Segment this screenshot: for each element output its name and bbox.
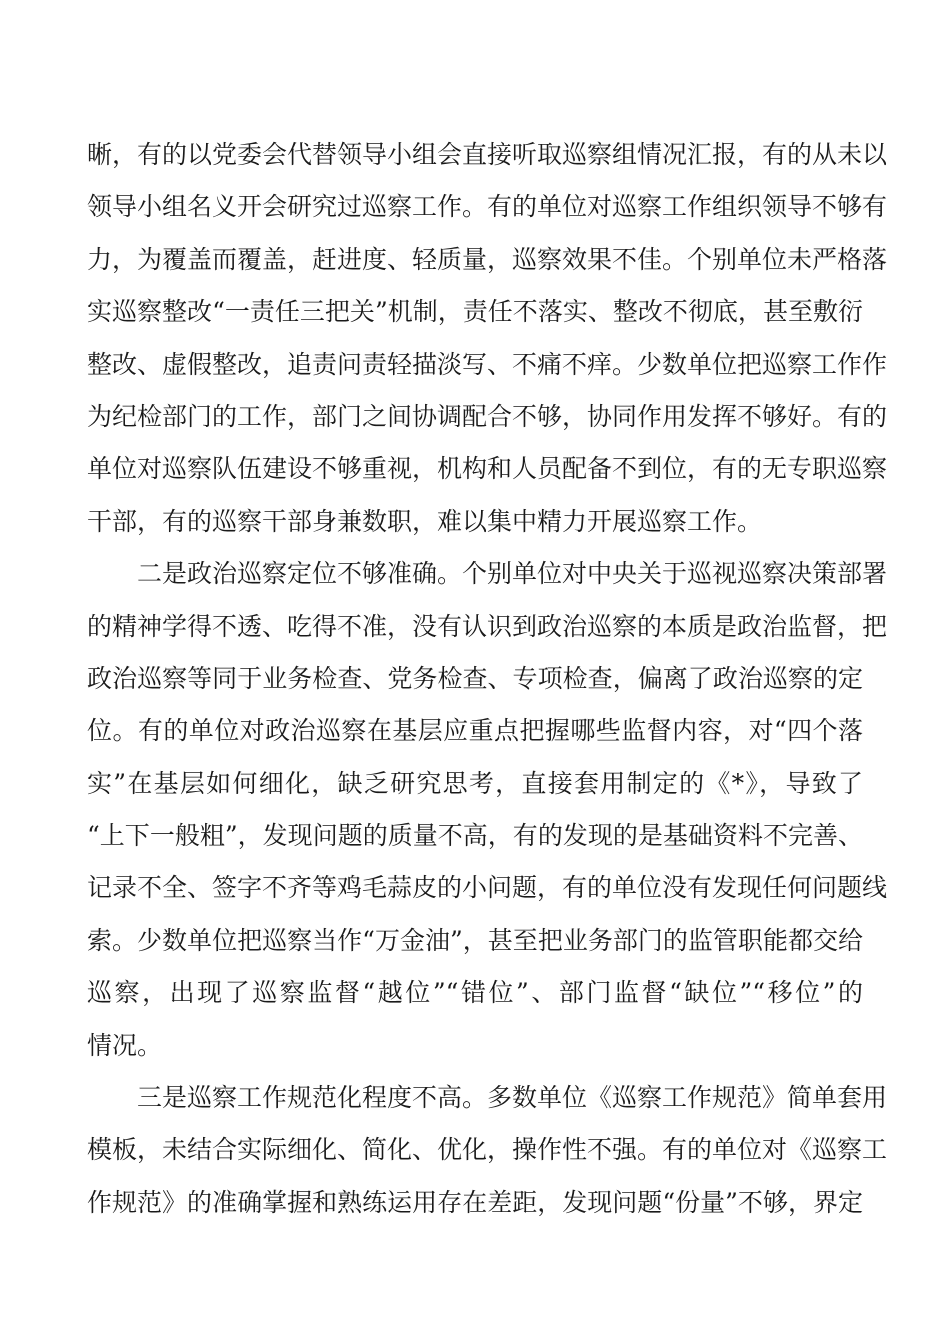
text-line: 领导小组名义开会研究过巡察工作。有的单位对巡察工作组织领导不够有 [87, 192, 888, 222]
text-line: 索。少数单位把巡察当作“万金油”，甚至把业务部门的监管职能都交给 [87, 925, 863, 955]
text-line: 二是政治巡察定位不够准确。个别单位对中央关于巡视巡察决策部署 [137, 559, 888, 589]
text-line: 力，为覆盖而覆盖，赶进度、轻质量，巡察效果不佳。个别单位未严格落 [87, 244, 888, 274]
text-line: 记录不全、签字不齐等鸡毛蒜皮的小问题，有的单位没有发现任何问题线 [87, 873, 888, 903]
text-line: 位。有的单位对政治巡察在基层应重点把握哪些监督内容，对“四个落 [87, 716, 863, 746]
text-line: 巡察，出现了巡察监督“越位”“错位”、部门监督“缺位”“移位”的 [87, 978, 863, 1008]
text-line: 单位对巡察队伍建设不够重视，机构和人员配备不到位，有的无专职巡察 [87, 454, 888, 484]
text-line: 情况。 [87, 1030, 163, 1060]
paragraph-1 [87, 129, 888, 548]
text-line: 三是巡察工作规范化程度不高。多数单位《巡察工作规范》简单套用 [137, 1083, 888, 1113]
text-line: 整改、虚假整改，追责问责轻描淡写、不痛不痒。少数单位把巡察工作作 [87, 349, 888, 379]
text-line: 实”在基层如何细化，缺乏研究思考，直接套用制定的《*》，导致了 [87, 768, 863, 798]
paragraph-2 [87, 548, 888, 1072]
text-line: 为纪检部门的工作，部门之间协调配合不够，协同作用发挥不够好。有的 [87, 401, 888, 431]
body-text [87, 129, 888, 1229]
text-line: 晰，有的以党委会代替领导小组会直接听取巡察组情况汇报，有的从未以 [87, 140, 888, 169]
text-line: 政治巡察等同于业务检查、党务检查、专项检查，偏离了政治巡察的定 [87, 663, 863, 693]
text-line: “上下一般粗”，发现问题的质量不高，有的发现的是基础资料不完善、 [87, 821, 863, 851]
text-line: 模板，未结合实际细化、简化、优化，操作性不强。有的单位对《巡察工 [87, 1135, 888, 1165]
text-line: 作规范》的准确掌握和熟练运用存在差距，发现问题“份量”不够，界定 [87, 1187, 863, 1217]
paragraph-3 [87, 1072, 888, 1229]
text-line: 干部，有的巡察干部身兼数职，难以集中精力开展巡察工作。 [87, 506, 763, 536]
text-line: 的精神学得不透、吃得不准，没有认识到政治巡察的本质是政治监督，把 [87, 611, 888, 641]
text-line: 实巡察整改“一责任三把关”机制，责任不落实、整改不彻底，甚至敷衍 [87, 297, 863, 327]
